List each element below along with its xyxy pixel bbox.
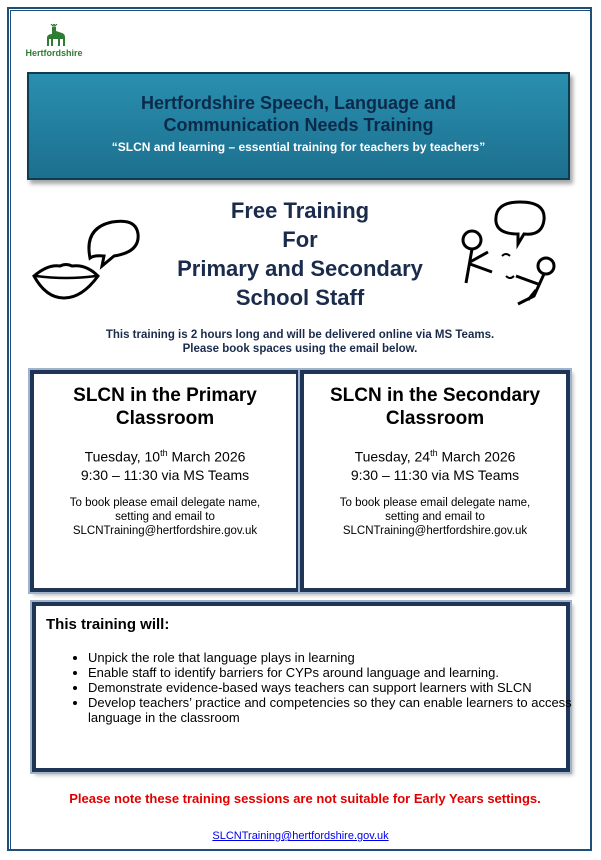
intro-text — [60, 328, 540, 356]
card-date — [304, 444, 566, 484]
footer-email-link[interactable]: SLCNTraining@hertfordshire.gov.uk — [212, 830, 389, 842]
hertfordshire-logo — [22, 24, 86, 60]
intro-line1: This training is 2 hours long and will be delivered online via MS Teams. — [105, 329, 495, 341]
card-booking — [304, 496, 566, 538]
headline — [120, 196, 480, 312]
training-outcomes-box — [32, 602, 570, 772]
list-item: • Demonstrate evidence-based ways teachers can support learners with SLCN — [88, 680, 578, 695]
card-date-line — [34, 444, 296, 466]
primary-session-card — [30, 370, 300, 592]
banner-title-line2: Communication Needs Training — [163, 115, 434, 135]
headline-line3: Primary and Secondary — [177, 256, 423, 281]
list-item: • Unpick the role that language plays in learning — [88, 650, 578, 665]
booking-line2: setting and email to — [115, 510, 215, 523]
card-title-line1: SLCN in the Primary — [73, 385, 257, 406]
list-item: • Enable staff to identify barriers for CYPs around language and learning. — [88, 665, 578, 680]
booking-email: SLCNTraining@hertfordshire.gov.uk — [72, 524, 258, 537]
card-title — [34, 384, 296, 430]
date-rest: March 2026 — [437, 448, 516, 465]
logo-text: Hertfordshire — [25, 48, 83, 58]
list-item: • Develop teachers’ practice and competencies so they can enable learners to access language in the classroom — [88, 695, 578, 725]
date-rest: March 2026 — [167, 448, 246, 465]
card-title — [304, 384, 566, 430]
card-title-line1: SLCN in the Secondary — [329, 385, 541, 406]
date-suffix: th — [160, 448, 168, 458]
booking-line1: To book please email delegate name, — [69, 496, 261, 509]
card-time: 9:30 – 11:30 via MS Teams — [80, 466, 250, 483]
headline-line1: Free Training — [230, 198, 370, 223]
title-banner — [27, 72, 570, 180]
stag-icon — [39, 24, 69, 48]
early-years-note: Please note these training sessions are not suitable for Early Years settings. — [69, 791, 541, 806]
outcomes-list — [50, 650, 578, 725]
date-prefix: Tuesday, 24 — [354, 448, 431, 465]
outcomes-title: This training will: — [46, 616, 170, 633]
date-prefix: Tuesday, 10 — [84, 448, 161, 465]
card-title-line2: Classroom — [115, 408, 215, 429]
card-title-line2: Classroom — [385, 408, 485, 429]
booking-line2: setting and email to — [385, 510, 485, 523]
booking-email: SLCNTraining@hertfordshire.gov.uk — [342, 524, 528, 537]
intro-line2: Please book spaces using the email below. — [182, 343, 418, 355]
card-booking — [34, 496, 296, 538]
banner-title — [29, 92, 568, 136]
card-time: 9:30 – 11:30 via MS Teams — [350, 466, 520, 483]
card-date — [34, 444, 296, 484]
secondary-session-card — [300, 370, 570, 592]
banner-subtitle: “SLCN and learning – essential training for teachers by teachers” — [111, 140, 486, 154]
headline-line2: For — [282, 227, 318, 252]
headline-line4: School Staff — [235, 285, 365, 310]
date-suffix: th — [430, 448, 438, 458]
booking-line1: To book please email delegate name, — [339, 496, 531, 509]
card-date-line — [304, 444, 566, 466]
banner-title-line1: Hertfordshire Speech, Language and — [140, 93, 457, 113]
